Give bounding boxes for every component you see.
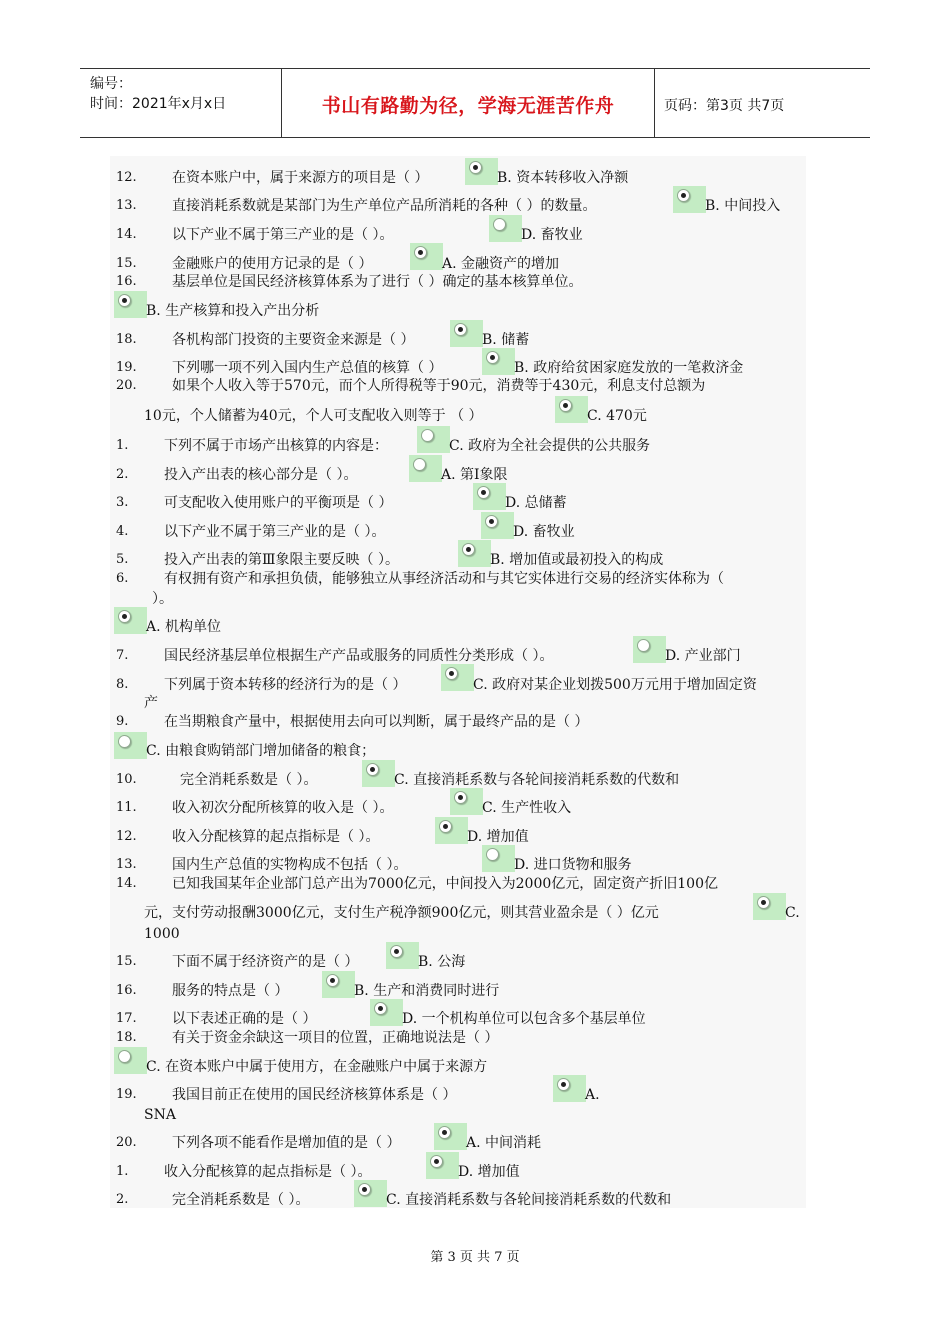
- question-number: 16.: [116, 983, 137, 998]
- answer-option: C.: [785, 905, 800, 921]
- date-label: 时间：2021年x月x日: [90, 96, 227, 112]
- answer-radio-icon[interactable]: [114, 1047, 147, 1074]
- answer-radio-icon[interactable]: [362, 760, 395, 787]
- question-number: 17.: [116, 1011, 137, 1026]
- question-text: 国民经济基层单位根据生产产品或服务的同质性分类形成（ ）。: [164, 648, 554, 664]
- question-number: 18.: [116, 1030, 137, 1045]
- question-number: 10.: [116, 772, 137, 787]
- question-number: 3.: [116, 495, 129, 510]
- question-text: 下列不属于市场产出核算的内容是：: [164, 438, 388, 454]
- answer-radio-icon[interactable]: [441, 664, 474, 691]
- answer-radio-icon[interactable]: [482, 845, 515, 872]
- question-text: 服务的特点是（ ）: [172, 983, 289, 999]
- header-divider: [654, 69, 655, 137]
- question-number: 15.: [116, 954, 137, 969]
- question-number: 7.: [116, 648, 129, 663]
- question-number: 1.: [116, 1164, 129, 1179]
- question-text: 下列哪一项不列入国内生产总值的核算（ ）: [172, 360, 443, 376]
- answer-radio-icon[interactable]: [322, 971, 355, 998]
- question-number: 6.: [116, 571, 129, 586]
- question-text: 下列属于资本转移的经济行为的是（ ）: [164, 677, 407, 693]
- question-text: 下面不属于经济资产的是（ ）: [172, 954, 359, 970]
- question-number: 14.: [116, 227, 137, 242]
- question-text: 完全消耗系数是（ ）。: [180, 772, 318, 788]
- question-text: 以下表述正确的是（ ）: [172, 1011, 317, 1027]
- question-number: 5.: [116, 552, 129, 567]
- question-number: 16.: [116, 274, 137, 289]
- answer-radio-icon[interactable]: [114, 607, 147, 634]
- question-text: 金融账户的使用方记录的是（ ）: [172, 256, 373, 272]
- question-number: 13.: [116, 198, 137, 213]
- question-text: 收入分配核算的起点指标是（ ）。: [172, 829, 380, 845]
- question-text: 各机构部门投资的主要资金来源是（ ）: [172, 332, 415, 348]
- question-text-continued: ）。: [152, 591, 173, 607]
- question-text: 以下产业不属于第三产业的是（ ）。: [164, 524, 386, 540]
- answer-option: A.: [585, 1087, 600, 1103]
- question-number: 4.: [116, 524, 129, 539]
- answer-radio-icon[interactable]: [450, 788, 483, 815]
- answer-radio-icon[interactable]: [417, 426, 450, 453]
- answer-option: C. 在资本账户中属于使用方，在金融账户中属于来源方: [146, 1059, 488, 1075]
- question-number: 12.: [116, 829, 137, 844]
- answer-option: B. 资本转移收入净额: [497, 170, 629, 186]
- answer-radio-icon[interactable]: [555, 396, 588, 423]
- answer-option: B. 增加值或最初投入的构成: [490, 552, 664, 568]
- answer-option: D. 增加值: [458, 1164, 520, 1180]
- answer-radio-icon[interactable]: [489, 215, 522, 242]
- question-number: 19.: [116, 1087, 137, 1102]
- question-text: 我国目前正在使用的国民经济核算体系是（ ）: [172, 1087, 457, 1103]
- answer-option: A. 中间消耗: [466, 1135, 542, 1151]
- question-text: 下列各项不能看作是增加值的是（ ）: [172, 1135, 401, 1151]
- answer-option: B. 公海: [418, 954, 466, 970]
- question-text: 基层单位是国民经济核算体系为了进行（ ）确定的基本核算单位。: [172, 274, 583, 290]
- answer-radio-icon[interactable]: [465, 158, 498, 185]
- answer-radio-icon[interactable]: [753, 893, 786, 920]
- answer-option: C. 生产性收入: [482, 800, 572, 816]
- question-number: 9.: [116, 714, 129, 729]
- answer-radio-icon[interactable]: [426, 1152, 459, 1179]
- question-text: 国内生产总值的实物构成不包括（ ）。: [172, 857, 408, 873]
- answer-option: B. 生产核算和投入产出分析: [146, 303, 320, 319]
- answer-option-continued: SNA: [144, 1107, 176, 1123]
- question-text: 直接消耗系数就是某部门为生产单位产品所消耗的各种（ ）的数量。: [172, 198, 597, 214]
- answer-option: C. 470元: [587, 408, 647, 424]
- answer-option: D. 总储蓄: [505, 495, 567, 511]
- question-text: 收入分配核算的起点指标是（ ）。: [164, 1164, 372, 1180]
- answer-radio-icon[interactable]: [370, 999, 403, 1026]
- question-number: 2.: [116, 1192, 129, 1207]
- answer-option: C. 政府为全社会提供的公共服务: [449, 438, 651, 454]
- document-header: [80, 68, 870, 138]
- question-number: 14.: [116, 876, 137, 891]
- answer-option: D. 畜牧业: [521, 227, 583, 243]
- answer-radio-icon[interactable]: [434, 1123, 467, 1150]
- question-text: 可支配收入使用账户的平衡项是（ ）: [164, 495, 393, 511]
- question-text: 有关于资金余缺这一项目的位置，正确地说法是（ ）: [172, 1030, 499, 1046]
- header-motto: 书山有路勤为径，学海无涯苦作舟: [321, 95, 615, 117]
- question-number: 15.: [116, 256, 137, 271]
- question-text-continued: 元，支付劳动报酬3000亿元，支付生产税净额900亿元，则其营业盈余是（ ）亿元: [144, 905, 659, 921]
- answer-radio-icon[interactable]: [114, 732, 147, 759]
- question-number: 12.: [116, 170, 137, 185]
- question-number: 19.: [116, 360, 137, 375]
- answer-option: C. 直接消耗系数与各轮间接消耗系数的代数和: [394, 772, 680, 788]
- question-text: 以下产业不属于第三产业的是（ ）。: [172, 227, 394, 243]
- question-text: 投入产出表的核心部分是（ ）。: [164, 467, 358, 483]
- answer-option: B. 储蓄: [482, 332, 530, 348]
- header-page-number: 页码：第3页 共7页: [664, 98, 785, 114]
- answer-option: D. 增加值: [467, 829, 529, 845]
- answer-option: A. 机构单位: [146, 619, 222, 635]
- question-text: 已知我国某年企业部门总产出为7000亿元，中间投入为2000亿元，固定资产折旧100亿: [172, 876, 718, 892]
- answer-radio-icon[interactable]: [450, 320, 483, 347]
- answer-option: C. 直接消耗系数与各轮间接消耗系数的代数和: [386, 1192, 672, 1208]
- answer-radio-icon[interactable]: [553, 1075, 586, 1102]
- answer-option: B. 政府给贫困家庭发放的一笔救济金: [514, 360, 744, 376]
- question-text: 有权拥有资产和承担负债，能够独立从事经济活动和与其它实体进行交易的经济实体称为（: [164, 571, 724, 587]
- answer-radio-icon[interactable]: [409, 455, 442, 482]
- question-number: 11.: [116, 800, 137, 815]
- question-text: 完全消耗系数是（ ）。: [172, 1192, 310, 1208]
- answer-radio-icon[interactable]: [458, 540, 491, 567]
- answer-radio-icon[interactable]: [114, 291, 147, 318]
- answer-radio-icon[interactable]: [386, 942, 419, 969]
- answer-option: C. 由粮食购销部门增加储备的粮食；: [146, 743, 376, 759]
- question-text: 投入产出表的第Ⅲ象限主要反映（ ）。: [164, 552, 399, 568]
- question-number: 1.: [116, 438, 129, 453]
- answer-option: C. 政府对某企业划拨500万元用于增加固定资: [473, 677, 757, 693]
- answer-radio-icon[interactable]: [482, 348, 515, 375]
- question-text: 如果个人收入等于570元，而个人所得税等于90元，消费等于430元，利息支付总额为: [172, 378, 706, 394]
- answer-option: B. 生产和消费同时进行: [354, 983, 500, 999]
- answer-option-continued: 1000: [144, 926, 180, 942]
- question-text: 在当期粮食产量中，根据使用去向可以判断，属于最终产品的是（ ）: [164, 714, 589, 730]
- answer-radio-icon[interactable]: [410, 243, 443, 270]
- answer-option: D. 进口货物和服务: [514, 857, 632, 873]
- question-number: 20.: [116, 1135, 137, 1150]
- question-text: 收入初次分配所核算的收入是（ ）。: [172, 800, 394, 816]
- answer-radio-icon[interactable]: [481, 512, 514, 539]
- serial-label: 编号：: [90, 76, 132, 92]
- question-text: 在资本账户中，属于来源方的项目是（ ）: [172, 170, 429, 186]
- question-number: 8.: [116, 677, 129, 692]
- answer-radio-icon[interactable]: [633, 636, 666, 663]
- question-number: 2.: [116, 467, 129, 482]
- answer-radio-icon[interactable]: [673, 186, 706, 213]
- question-text-continued: 10元，个人储蓄为40元，个人可支配收入则等于 （ ）: [144, 408, 483, 424]
- answer-option: B. 中间投入: [705, 198, 781, 214]
- answer-option-continued: 产: [144, 695, 158, 711]
- answer-option: A. 第Ⅰ象限: [441, 467, 508, 483]
- answer-radio-icon[interactable]: [435, 817, 468, 844]
- page-footer: 第 3 页 共 7 页: [430, 1250, 520, 1265]
- answer-radio-icon[interactable]: [354, 1180, 387, 1207]
- answer-option: D. 畜牧业: [513, 524, 575, 540]
- answer-radio-icon[interactable]: [473, 483, 506, 510]
- answer-option: D. 产业部门: [665, 648, 741, 664]
- answer-option: D. 一个机构单位可以包含多个基层单位: [402, 1011, 646, 1027]
- question-number: 18.: [116, 332, 137, 347]
- question-number: 13.: [116, 857, 137, 872]
- question-number: 20.: [116, 378, 137, 393]
- answer-option: A. 金融资产的增加: [442, 256, 560, 272]
